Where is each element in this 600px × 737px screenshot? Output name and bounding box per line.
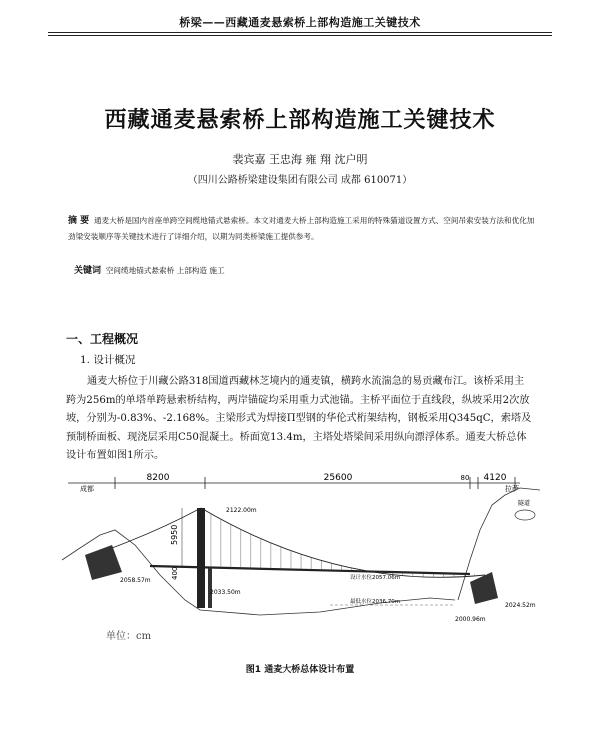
pier	[208, 568, 212, 608]
dim-right: 4120	[483, 473, 507, 483]
tunnel-portal	[515, 510, 535, 520]
tower-height: 5950	[170, 524, 179, 545]
elev-top: 2122.00m	[226, 507, 257, 514]
right-anchorage	[470, 572, 498, 604]
label-lhasa: 拉萨	[505, 485, 519, 493]
abstract-label: 摘 要	[68, 216, 90, 226]
abstract-text: 通麦大桥是国内首座单跨空间缆地锚式悬索桥。本文对通麦大桥上部构造施工采用的特殊猫道设置方式、空间吊索安装方法和优化加劲梁安装顺序等关键技术进行了详细介绍，以期为同类桥梁施工提供参考。	[68, 216, 535, 241]
authors: 裴宾嘉 王忠海 雍 翔 沈户明	[232, 153, 368, 166]
elev-left: 2058.57m	[120, 577, 151, 584]
label-cave: 隧道	[518, 500, 531, 507]
keywords-text: 空间缆地锚式悬索桥 上部构造 施工	[105, 266, 225, 275]
elev-right: 2024.52m	[505, 602, 536, 609]
left-anchorage	[85, 545, 122, 580]
dim-small: 80	[460, 474, 470, 482]
running-header: 桥梁——西藏通麦悬索桥上部构造施工关键技术	[179, 16, 421, 29]
below-dim: 400	[171, 566, 179, 580]
figure-caption: 图1 通麦大桥总体设计布置	[245, 665, 355, 675]
dim-main: 25600	[323, 473, 353, 483]
elev-river: 最低水位2036.70m	[350, 599, 401, 605]
back-cable	[112, 508, 201, 548]
elev-base: 2033.50m	[210, 589, 241, 596]
keywords-label: 关键词	[74, 266, 102, 276]
bridge-tower	[197, 508, 205, 608]
subsection-heading: 1. 设计概况	[80, 354, 136, 366]
unit-label: 单位：cm	[106, 631, 152, 642]
dimension-line	[68, 477, 520, 489]
elev-deck: 设计水位2057.06m	[350, 575, 401, 581]
body-paragraph: 通麦大桥位于川藏公路318国道西藏林芝境内的通麦镇，横跨水流湍急的易贡藏布江。该桥采用主跨为256m的单塔单跨悬索桥结构，两岸锚碇均采用重力式池锚。主桥平面位于直线段，纵坡采用2次放坡，分别为-0.83%、-2.168%。主梁形式为焊接Π型钢的华伦式桁架结构，钢板采用Q345qC，索塔及预制桥面板、现浇层采用C50混凝土。桥面宽13.4m，主塔处塔梁间采用纵向漂浮体系。通麦大桥总体设计布置如图1所示。	[66, 376, 532, 461]
elev-bottom: 2000.96m	[455, 616, 486, 623]
affiliation: （四川公路桥梁建设集团有限公司 成都 610071）	[187, 175, 413, 186]
dim-left: 8200	[146, 473, 170, 483]
main-cable	[201, 508, 485, 577]
label-chengdu: 成都	[80, 485, 94, 493]
section-heading: 一、工程概况	[66, 332, 139, 346]
article-title: 西藏通麦悬索桥上部构造施工关键技术	[104, 108, 496, 133]
